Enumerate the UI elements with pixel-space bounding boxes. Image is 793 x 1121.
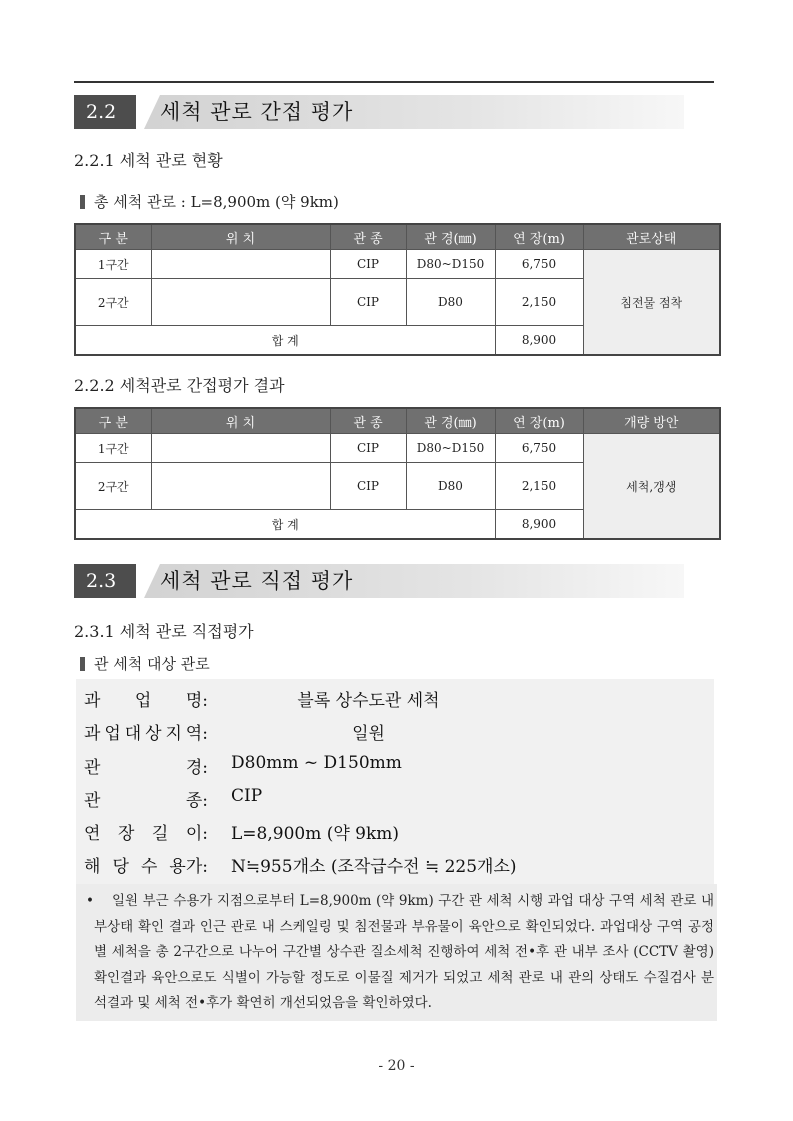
header-diameter: 관 경(㎜)	[406, 408, 495, 434]
info-label-char: 종:	[185, 791, 208, 811]
bullet-heading-text: 관 세척 대상 관로	[94, 655, 210, 673]
table-row	[75, 250, 720, 279]
header-section: 구 분	[75, 224, 151, 250]
cell-pipe-type: CIP	[330, 279, 406, 326]
header-location: 위 치	[151, 224, 330, 250]
cell-section: 1구간	[75, 434, 151, 463]
info-label	[84, 786, 208, 811]
info-label-char: 역:	[185, 724, 208, 744]
cell-length: 2,150	[495, 463, 583, 510]
page-number: - 20 -	[378, 1058, 415, 1074]
info-label-char: 관	[84, 758, 101, 778]
cell-location	[151, 463, 330, 510]
subsection-title-2-2-1: 2.2.1 세척 관로 현황	[74, 151, 223, 170]
info-label-char: 경:	[185, 758, 208, 778]
cell-length: 6,750	[495, 250, 583, 279]
section-title: 세척 관로 직접 평가	[160, 569, 354, 593]
cell-location	[151, 279, 330, 326]
cell-length: 6,750	[495, 434, 583, 463]
bullet-heading-target-pipeline	[80, 653, 210, 674]
cell-location	[151, 250, 330, 279]
cell-section: 2구간	[75, 463, 151, 510]
info-label-char: 해	[84, 857, 101, 877]
cell-length: 2,150	[495, 279, 583, 326]
info-label-char: 업	[134, 691, 152, 711]
cell-section: 2구간	[75, 279, 151, 326]
bullet-heading-text: 총 세척 관로 : L=8,900m (약 9km)	[94, 193, 339, 211]
header-length: 연 장(m)	[495, 408, 583, 434]
header-section: 구 분	[75, 408, 151, 434]
info-label	[84, 719, 208, 744]
top-rule	[74, 81, 714, 83]
info-label-char: 업	[104, 724, 121, 744]
section-title: 세척 관로 간접 평가	[160, 100, 354, 124]
info-label-char: 과	[84, 724, 101, 744]
cell-pipe-type: CIP	[330, 434, 406, 463]
info-label-char: 상	[145, 724, 162, 744]
cell-total-label: 합 계	[75, 326, 495, 356]
section-number: 2.2	[74, 95, 136, 129]
info-label-char: 과	[84, 691, 101, 711]
indirect-evaluation-table	[74, 407, 721, 540]
info-label-char: 당	[112, 857, 129, 877]
info-label-char: 장	[117, 824, 135, 844]
header-diameter: 관 경(㎜)	[406, 224, 495, 250]
info-label-char: 지	[165, 724, 182, 744]
cell-pipe-status: 침전물 점착	[583, 250, 720, 356]
info-label	[84, 852, 208, 877]
info-label-char: 수	[140, 857, 158, 877]
subsection-title-2-3-1: 2.3.1 세척 관로 직접평가	[74, 622, 254, 641]
info-label-char: 연	[84, 824, 101, 844]
info-label	[84, 686, 208, 711]
info-value: D80mm ~ D150mm	[231, 753, 402, 773]
cell-total-length: 8,900	[495, 510, 583, 540]
header-improvement-plan: 개량 방안	[583, 408, 720, 434]
cell-diameter: D80~D150	[406, 434, 495, 463]
square-bullet-icon	[80, 657, 85, 671]
table-header-row	[75, 408, 720, 434]
info-label-char: 길	[151, 824, 169, 844]
header-length: 연 장(m)	[495, 224, 583, 250]
note-text: 일원 부근 수용가 지점으로부터 L=8,900m (약 9km) 구간 관 세척 시행 과업 대상 구역 세척 관로 내부상태 확인 결과 인근 관로 내 스케일링 및 침전물과 부유물이 육안으로 확인되었다. 과업대상 구역 공정별 세척을 총 2구간으로 나누어 구간별 상수관 질소세척 진행하여 세척 전•후 관 내부 조사 (CCTV 촬영) 확인결과 육안으로도 식별이 가능할 정도로 이물질 제거가 되었고 세척 관로 내 관의 상태도 수질검사 분석결과 및 세척 전•후가 확연히 개선되었음을 확인하였다.	[94, 893, 714, 1011]
summary-note	[86, 889, 714, 1017]
header-status: 관로상태	[583, 224, 720, 250]
cell-diameter: D80~D150	[406, 250, 495, 279]
cell-pipe-type: CIP	[330, 250, 406, 279]
cell-total-label: 합 계	[75, 510, 495, 540]
bullet-heading-total-pipeline	[80, 191, 339, 212]
section-header-2-2	[74, 95, 684, 129]
section-header-2-3	[74, 564, 684, 598]
note-bullet: •	[86, 893, 94, 909]
section-number: 2.3	[74, 564, 136, 598]
header-pipe-type: 관 종	[330, 224, 406, 250]
square-bullet-icon	[80, 195, 85, 209]
subsection-title-2-2-2: 2.2.2 세척관로 간접평가 결과	[74, 376, 285, 395]
pipeline-status-table	[74, 223, 721, 356]
info-label	[84, 753, 208, 778]
info-value: 일원	[352, 724, 385, 744]
cell-total-length: 8,900	[495, 326, 583, 356]
info-label-char: 이:	[185, 824, 208, 844]
cell-improvement-plan: 세척,갱생	[583, 434, 720, 540]
info-value: CIP	[231, 786, 263, 806]
cell-location	[151, 434, 330, 463]
info-value: L=8,900m (약 9km)	[231, 824, 400, 844]
table-header-row	[75, 224, 720, 250]
header-pipe-type: 관 종	[330, 408, 406, 434]
info-label-char: 명:	[185, 691, 208, 711]
table-row	[75, 434, 720, 463]
info-label-char: 용가:	[169, 857, 208, 877]
info-value: 블록 상수도관 세척	[297, 691, 440, 711]
info-label	[84, 819, 208, 844]
cell-diameter: D80	[406, 463, 495, 510]
cell-section: 1구간	[75, 250, 151, 279]
cell-pipe-type: CIP	[330, 463, 406, 510]
header-location: 위 치	[151, 408, 330, 434]
info-value: N≒955개소 (조작급수전 ≒ 225개소)	[231, 857, 517, 877]
info-label-char: 대	[124, 724, 142, 744]
info-label-char: 관	[84, 791, 101, 811]
cell-diameter: D80	[406, 279, 495, 326]
